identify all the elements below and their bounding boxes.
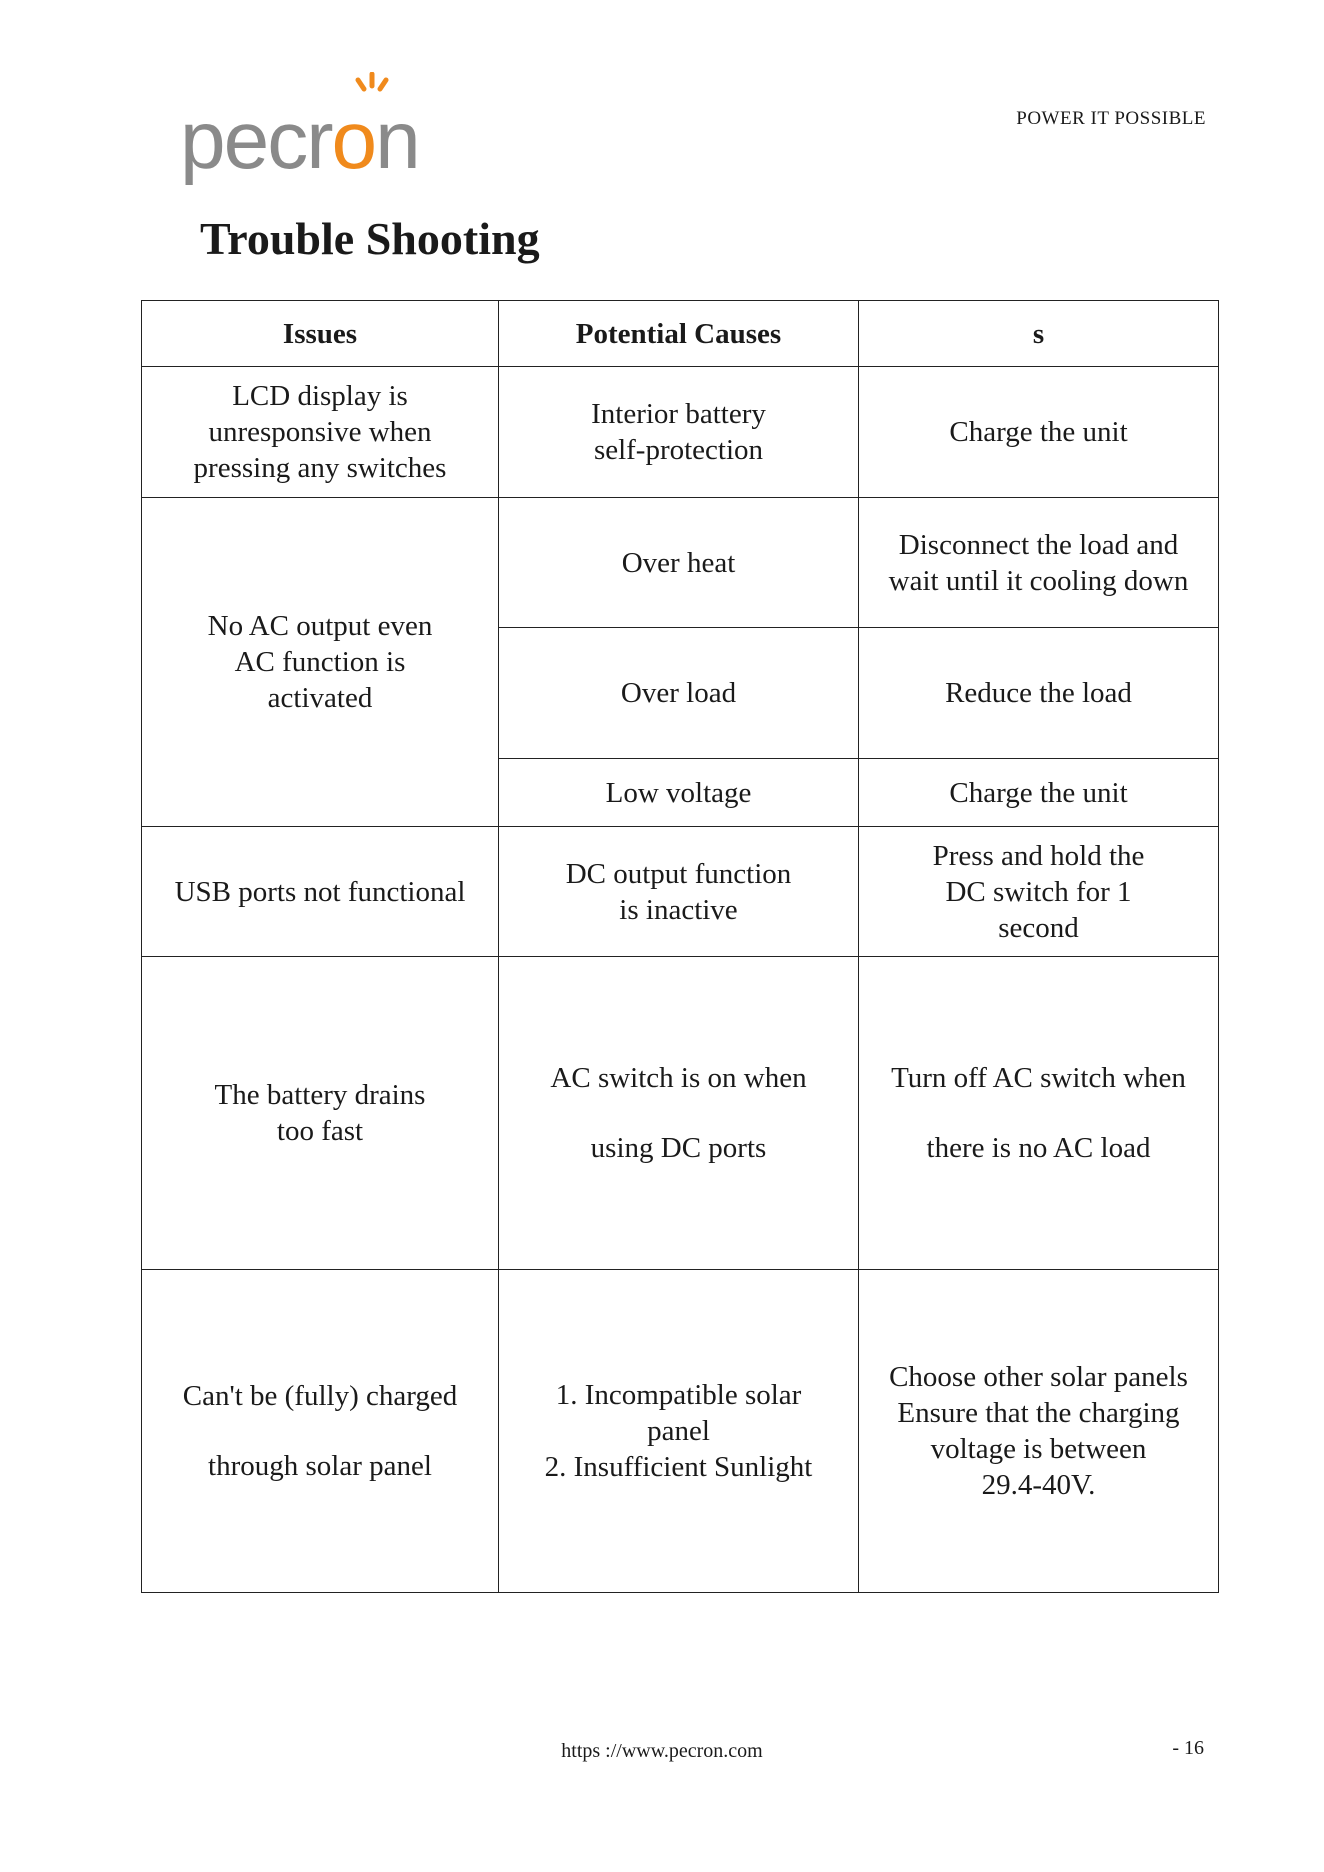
header-issues: Issues <box>142 301 499 367</box>
pecron-logo <box>180 52 465 192</box>
issue-cell: Can't be (fully) charged through solar panel <box>142 1270 499 1593</box>
header-solutions: s <box>859 301 1219 367</box>
table-row <box>142 498 1219 628</box>
cause-cell: AC switch is on when using DC ports <box>499 957 859 1270</box>
solution-cell: Reduce the load <box>859 628 1219 759</box>
cause-cell: Low voltage <box>499 759 859 827</box>
cause-cell: DC output function is inactive <box>499 827 859 957</box>
footer-url: https ://www.pecron.com <box>561 1740 763 1762</box>
issue-cell: LCD display is unresponsive when pressing any switches <box>142 367 499 498</box>
cause-cell: Over heat <box>499 498 859 628</box>
header-potential-causes: Potential Causes <box>499 301 859 367</box>
table-row <box>142 367 1219 498</box>
table-row <box>142 1270 1219 1593</box>
issue-cell: No AC output even AC function is activated <box>142 498 499 827</box>
table-row <box>142 827 1219 957</box>
issue-cell: USB ports not functional <box>142 827 499 957</box>
solution-cell: Disconnect the load and wait until it cooling down <box>859 498 1219 628</box>
table-row <box>142 957 1219 1270</box>
cause-cell: Over load <box>499 628 859 759</box>
issue-cell: The battery drains too fast <box>142 957 499 1270</box>
cause-cell: 1. Incompatible solar panel 2. Insufficient Sunlight <box>499 1270 859 1593</box>
page-title: Trouble Shooting <box>200 213 540 264</box>
solution-cell: Press and hold the DC switch for 1 second <box>859 827 1219 957</box>
solution-cell: Turn off AC switch when there is no AC load <box>859 957 1219 1270</box>
page-number: - 16 <box>1172 1737 1204 1759</box>
troubleshooting-table <box>141 300 1219 1593</box>
solution-cell: Charge the unit <box>859 367 1219 498</box>
solution-cell: Charge the unit <box>859 759 1219 827</box>
table-header-row <box>142 301 1219 367</box>
tagline: POWER IT POSSIBLE <box>1016 108 1206 129</box>
cause-cell: Interior battery self-protection <box>499 367 859 498</box>
logo-wordmark: pecron <box>180 95 419 186</box>
solution-cell: Choose other solar panels Ensure that the charging voltage is between 29.4-40V. <box>859 1270 1219 1593</box>
